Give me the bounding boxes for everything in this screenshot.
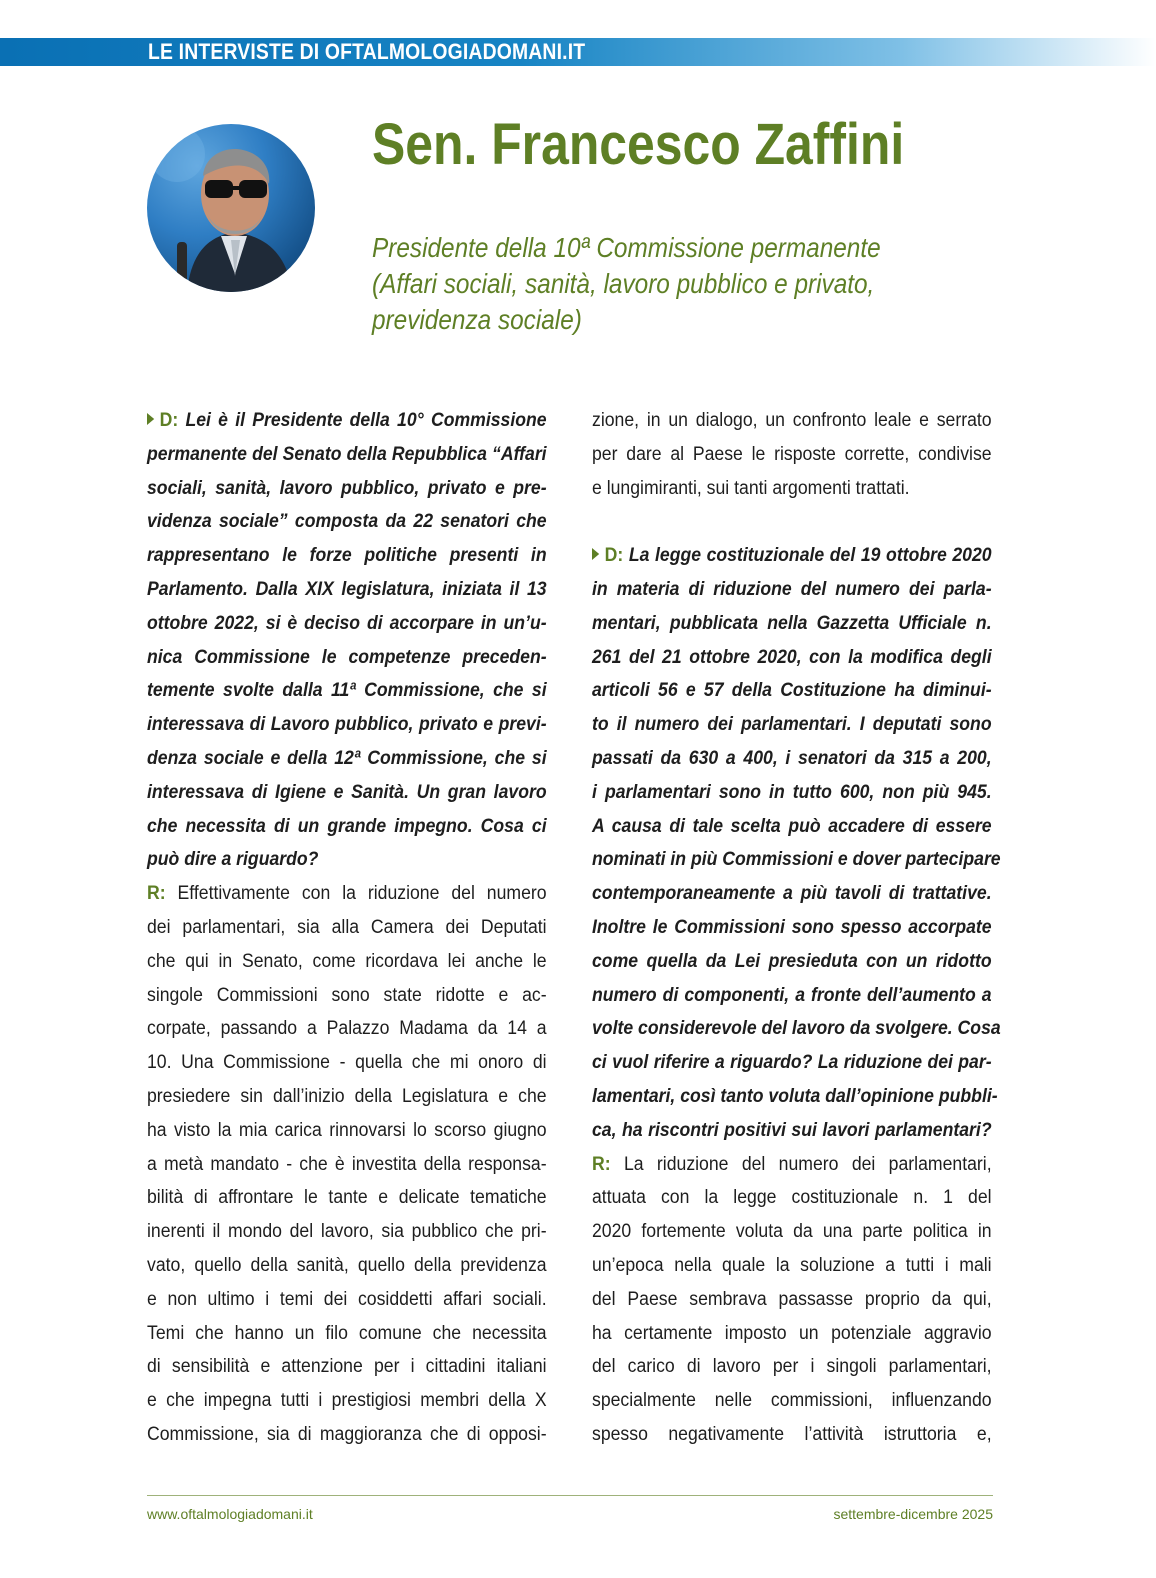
left-column — [147, 404, 547, 1452]
answer-line: per dare al Paese le risposte corrette, condivise — [592, 442, 992, 465]
answer-label: R: — [592, 1152, 611, 1175]
answer-line: a metà mandato - che è investita della responsa- — [147, 1152, 547, 1175]
answer-line: e lungimiranti, sui tanti argomenti trattati. — [592, 476, 910, 499]
question-line: mentari, pubblicata nella Gazzetta Ufficiale n. — [592, 611, 992, 634]
question-line: i parlamentari sono in tutto 600, non più 945. — [592, 780, 992, 803]
answer-line: e non ultimo i temi dei cosiddetti affari sociali. — [147, 1287, 547, 1310]
question-line: ca, ha riscontri positivi sui lavori parlamentari? — [592, 1118, 992, 1141]
answer-text: La riduzione del numero dei parlamentari, — [623, 1152, 992, 1175]
answer-line: del carico di lavoro per i singoli parlamentari, — [592, 1355, 992, 1378]
question-line: A causa di tale scelta può accadere di essere — [592, 814, 992, 837]
footer-issue-date: settembre-dicembre 2025 — [833, 1506, 993, 1522]
answer-line: spesso negativamente l’attività istruttoria e, — [592, 1422, 992, 1445]
answer-line: corpate, passando a Palazzo Madama da 14 a — [147, 1017, 547, 1040]
question-line: Inoltre le Commissioni sono spesso accorpate — [592, 915, 992, 938]
bullet-triangle-icon — [592, 548, 599, 560]
bullet-triangle-icon — [147, 413, 154, 425]
answer-line: del Paese sembrava passasse proprio da qui, — [592, 1287, 992, 1310]
portrait-photo — [147, 124, 315, 292]
question-line: contemporaneamente a più tavoli di trattative. — [592, 882, 992, 905]
answer-line: dei parlamentari, sia alla Camera dei Deputati — [147, 915, 547, 938]
question-line: lamentari, così tanto voluta dall’opinione pubbli- — [592, 1084, 998, 1107]
question-text: La legge costituzionale del 19 ottobre 2020 — [628, 544, 992, 567]
interviewee-role — [372, 230, 992, 338]
answer-line: un’epoca nella quale la soluzione a tutti i mali — [592, 1253, 992, 1276]
answer-line: bilità di affrontare le tante e delicate tematiche — [147, 1186, 547, 1209]
question-line: passati da 630 a 400, i senatori da 315 a 200, — [592, 746, 992, 769]
question-line: permanente del Senato della Repubblica “Affari — [147, 442, 547, 465]
answer-line: vato, quello della sanità, quello della previdenza — [147, 1253, 547, 1276]
header-banner — [0, 38, 1156, 66]
question-line: interessava di Lavoro pubblico, privato e previ- — [147, 713, 547, 736]
question-label: D: — [604, 544, 624, 567]
question-line: temente svolte dalla 11ª Commissione, che si — [147, 679, 547, 702]
answer-line: 2020 fortemente voluta da una parte politica in — [592, 1220, 992, 1243]
question-line: videnza sociale” composta da 22 senatori che — [147, 510, 547, 533]
question-label: D: — [159, 409, 179, 431]
question-line: 261 del 21 ottobre 2020, con la modifica degli — [592, 645, 992, 668]
right-column — [592, 404, 1001, 1452]
answer-line: attuata con la legge costituzionale n. 1 del — [592, 1186, 992, 1209]
question-line: rappresentano le forze politiche presenti in — [147, 544, 547, 567]
question-first-line — [147, 404, 547, 438]
question-line: Parlamento. Dalla XIX legislatura, iniziata il 13 — [147, 577, 547, 600]
answer-line: di sensibilità e attenzione per i cittadini italiani — [147, 1355, 547, 1378]
portrait-illustration — [147, 124, 315, 292]
answer-line: e che impegna tutti i prestigiosi membri della X — [147, 1389, 547, 1412]
answer-label: R: — [147, 882, 166, 905]
question-line: to il numero dei parlamentari. I deputati sono — [592, 713, 992, 736]
footer-website: www.oftalmologiadomani.it — [147, 1506, 313, 1522]
answer-line: Temi che hanno un filo comune che necessita — [147, 1321, 547, 1344]
answer-line: presiedere sin dall’inizio della Legislatura e che — [147, 1084, 547, 1107]
question-line: che necessita di un grande impegno. Cosa ci — [147, 814, 547, 837]
question-line: ci vuol riferire a riguardo? La riduzione dei par- — [592, 1051, 992, 1074]
role-line: Presidente della 10ª Commissione permanente — [372, 232, 881, 263]
answer-line: specialmente nelle commissioni, influenzando — [592, 1389, 992, 1412]
answer-first-line — [592, 1148, 992, 1182]
question-text: Lei è il Presidente della 10° Commissione — [185, 409, 547, 431]
answer-line: che qui in Senato, come ricordava lei anche le — [147, 949, 547, 972]
question-line: denza sociale e della 12ª Commissione, che si — [147, 746, 547, 769]
question-first-line — [592, 539, 992, 573]
question-line: sociali, sanità, lavoro pubblico, privato e pre- — [147, 476, 547, 499]
answer-line: zione, in un dialogo, un confronto leale e serrato — [592, 409, 992, 431]
footer-divider — [147, 1495, 993, 1496]
answer-first-line — [147, 877, 547, 911]
header-banner-text: LE INTERVISTE DI OFTALMOLOGIADOMANI.IT — [148, 39, 586, 64]
question-line: nica Commissione le competenze preceden- — [147, 645, 547, 668]
answer-text: Effettivamente con la riduzione del numero — [177, 882, 547, 905]
answer-line: singole Commissioni sono state ridotte e ac- — [147, 983, 547, 1006]
answer-line: inerenti il mondo del lavoro, sia pubblico che pri- — [147, 1220, 547, 1243]
answer-line: 10. Una Commissione - quella che mi onoro di — [147, 1051, 547, 1074]
question-line: articoli 56 e 57 della Costituzione ha diminui- — [592, 679, 992, 702]
answer-line: ha certamente imposto un potenziale aggravio — [592, 1321, 992, 1344]
question-line: numero di componenti, a fronte dell’aumento a — [592, 983, 992, 1006]
interviewee-name: Sen. Francesco Zaffini — [372, 112, 905, 177]
paragraph-gap — [592, 505, 992, 539]
answer-line: ha visto la mia carica rinnovarsi lo scorso giugno — [147, 1118, 547, 1141]
question-line: ottobre 2022, si è deciso di accorpare in un’u- — [147, 611, 547, 634]
question-line: in materia di riduzione del numero dei parla- — [592, 577, 992, 600]
question-line: volte considerevole del lavoro da svolgere. Cosa — [592, 1017, 1001, 1040]
question-line: interessava di Igiene e Sanità. Un gran lavoro — [147, 780, 547, 803]
answer-line: Commissione, sia di maggioranza che di opposi- — [147, 1422, 547, 1445]
question-line: come quella da Lei presieduta con un ridotto — [592, 949, 992, 972]
role-line: previdenza sociale) — [372, 304, 582, 335]
role-line: (Affari sociali, sanità, lavoro pubblico e privato, — [372, 268, 875, 299]
question-line: nominati in più Commissioni e dover partecipare — [592, 848, 1001, 871]
question-line: può dire a riguardo? — [147, 848, 319, 871]
